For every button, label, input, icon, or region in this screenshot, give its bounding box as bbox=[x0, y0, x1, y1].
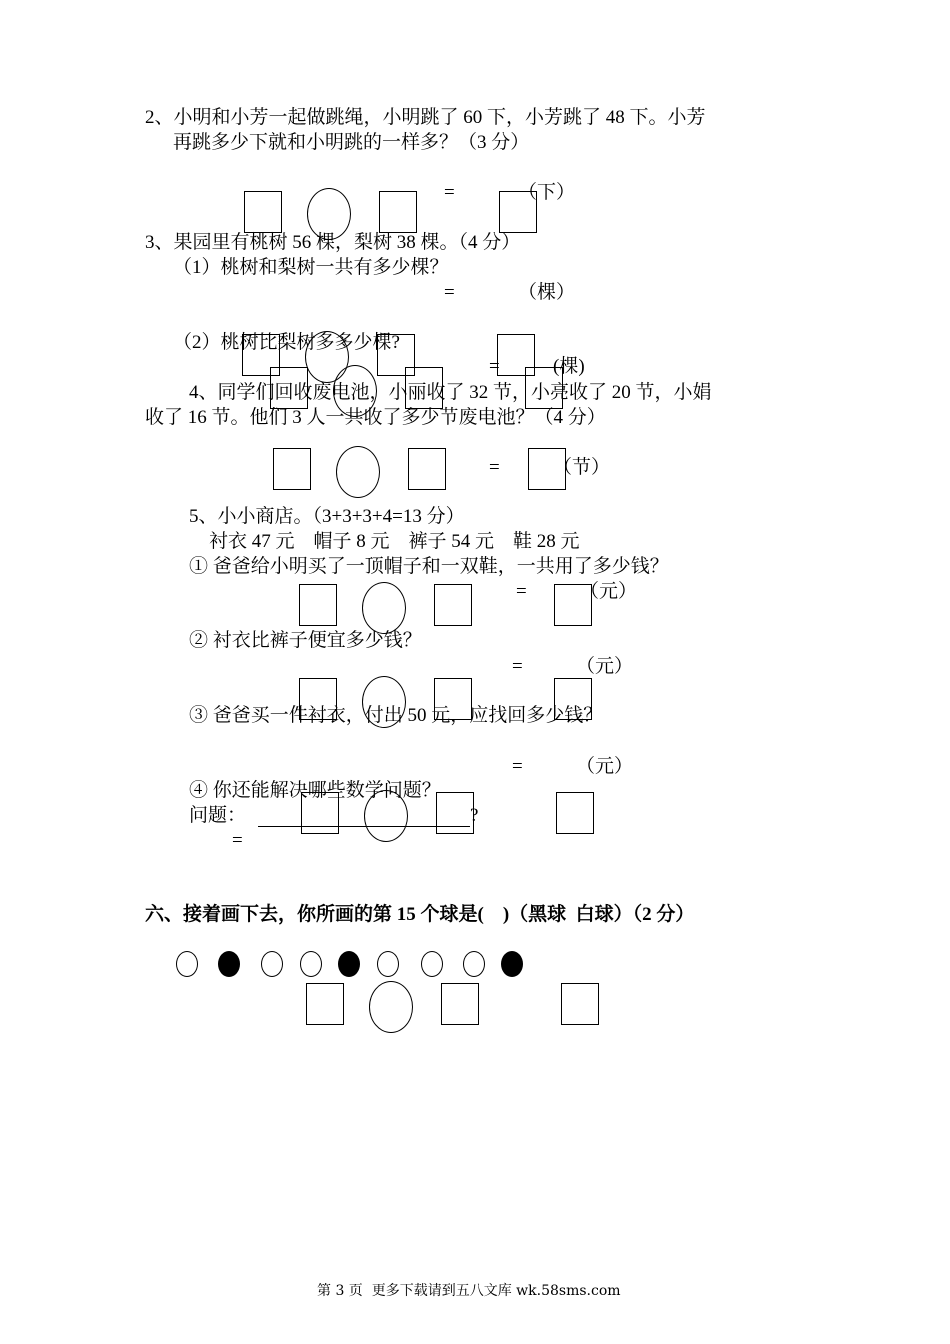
q5-p3-operator-circle[interactable] bbox=[364, 790, 408, 842]
q4-equals: = bbox=[489, 457, 500, 478]
ball-5-black bbox=[338, 951, 360, 977]
q5-p3-unit: （元） bbox=[576, 756, 634, 777]
q5-p4-equals: = bbox=[232, 830, 243, 851]
q5-title: 5、小小商店。（3+3+3+4=13 分） bbox=[189, 506, 465, 527]
ball-6-white bbox=[377, 951, 399, 977]
q3-sub1: （1）桃树和梨树一共有多少棵？ bbox=[173, 257, 449, 278]
q5-p4-box-1[interactable] bbox=[306, 983, 344, 1025]
q5-p2-equals: = bbox=[512, 656, 523, 677]
section6-title: 六、接着画下去，你所画的第 15 个球是( )（黑球 白球）（2 分） bbox=[145, 904, 695, 925]
q5-p2-text: ② 衬衣比裤子便宜多少钱？ bbox=[189, 630, 422, 651]
q3-title: 3、果园里有桃树 56 棵，梨树 38 棵。（4 分） bbox=[145, 232, 521, 253]
q5-p1-box-result[interactable] bbox=[554, 584, 592, 626]
q2-answer-box-1[interactable] bbox=[244, 191, 282, 233]
q5-p1-equals: = bbox=[516, 581, 527, 602]
ball-2-black bbox=[218, 951, 240, 977]
ball-3-white bbox=[261, 951, 283, 977]
q3-sub2: （2）桃树比梨树多多少棵? bbox=[173, 332, 400, 353]
q5-p3-box-2[interactable] bbox=[436, 792, 474, 834]
q5-p1-box-2[interactable] bbox=[434, 584, 472, 626]
q5-p3-text: ③ 爸爸买一件衬衣，付出 50 元，应找回多少钱？ bbox=[189, 705, 603, 726]
q2-unit: （下） bbox=[518, 182, 576, 203]
q5-p1-text: ① 爸爸给小明买了一顶帽子和一双鞋，一共用了多少钱？ bbox=[189, 556, 669, 577]
q2-text-line1: 2、小明和小芳一起做跳绳，小明跳了 60 下，小芳跳了 48 下。小芳 bbox=[145, 107, 706, 128]
q2-text-line2: 再跳多少下就和小明跳的一样多？（3 分） bbox=[173, 132, 530, 153]
q5-p4-label: 问题： bbox=[189, 805, 247, 826]
q2-answer-box-result[interactable] bbox=[499, 191, 537, 233]
ball-1-white bbox=[176, 951, 198, 977]
q3-sub1-unit: （棵） bbox=[518, 282, 576, 303]
q3-sub2-operator-circle[interactable] bbox=[333, 365, 377, 417]
q5-p2-unit: （元） bbox=[576, 656, 634, 677]
ball-9-black bbox=[501, 951, 523, 977]
q5-p3-box-result[interactable] bbox=[556, 792, 594, 834]
q4-answer-box-result[interactable] bbox=[528, 448, 566, 490]
q5-p4-text: ④ 你还能解决哪些数学问题？ bbox=[189, 780, 441, 801]
q5-prices: 衬衣 47 元 帽子 8 元 裤子 54 元 鞋 28 元 bbox=[209, 531, 580, 552]
q3-sub2-unit: (棵) bbox=[553, 356, 585, 377]
q5-p4-operator-circle[interactable] bbox=[369, 981, 413, 1033]
q5-p4-box-2[interactable] bbox=[441, 983, 479, 1025]
q5-p1-operator-circle[interactable] bbox=[362, 582, 406, 634]
q5-p4-box-result[interactable] bbox=[561, 983, 599, 1025]
q4-text-line2: 收了 16 节。他们 3 人一共收了多少节废电池？（4 分） bbox=[145, 407, 606, 428]
q5-p4-question-mark: ? bbox=[470, 805, 479, 826]
q3-sub2-box-result[interactable] bbox=[525, 367, 563, 409]
q4-unit: （节） bbox=[553, 457, 611, 478]
q2-answer-box-2[interactable] bbox=[379, 191, 417, 233]
q2-equals: = bbox=[444, 182, 455, 203]
q3-sub2-equals: = bbox=[489, 356, 500, 377]
page-footer: 第 3 页 更多下载请到五八文库 wk.58sms.com bbox=[317, 1283, 621, 1299]
q4-answer-box-1[interactable] bbox=[273, 448, 311, 490]
q4-text-line1: 4、同学们回收废电池，小丽收了 32 节，小亮收了 20 节，小娟 bbox=[189, 382, 712, 403]
q4-answer-box-2[interactable] bbox=[408, 448, 446, 490]
q3-sub1-equals: = bbox=[444, 282, 455, 303]
q5-p1-unit: （元） bbox=[580, 581, 638, 602]
ball-8-white bbox=[463, 951, 485, 977]
q4-operator-circle[interactable] bbox=[336, 446, 380, 498]
q5-p3-box-1[interactable] bbox=[301, 792, 339, 834]
q5-p1-box-1[interactable] bbox=[299, 584, 337, 626]
ball-7-white bbox=[421, 951, 443, 977]
q5-p3-equals: = bbox=[512, 756, 523, 777]
ball-4-white bbox=[300, 951, 322, 977]
q3-sub2-box-2[interactable] bbox=[405, 367, 443, 409]
q3-sub2-box-1[interactable] bbox=[270, 367, 308, 409]
